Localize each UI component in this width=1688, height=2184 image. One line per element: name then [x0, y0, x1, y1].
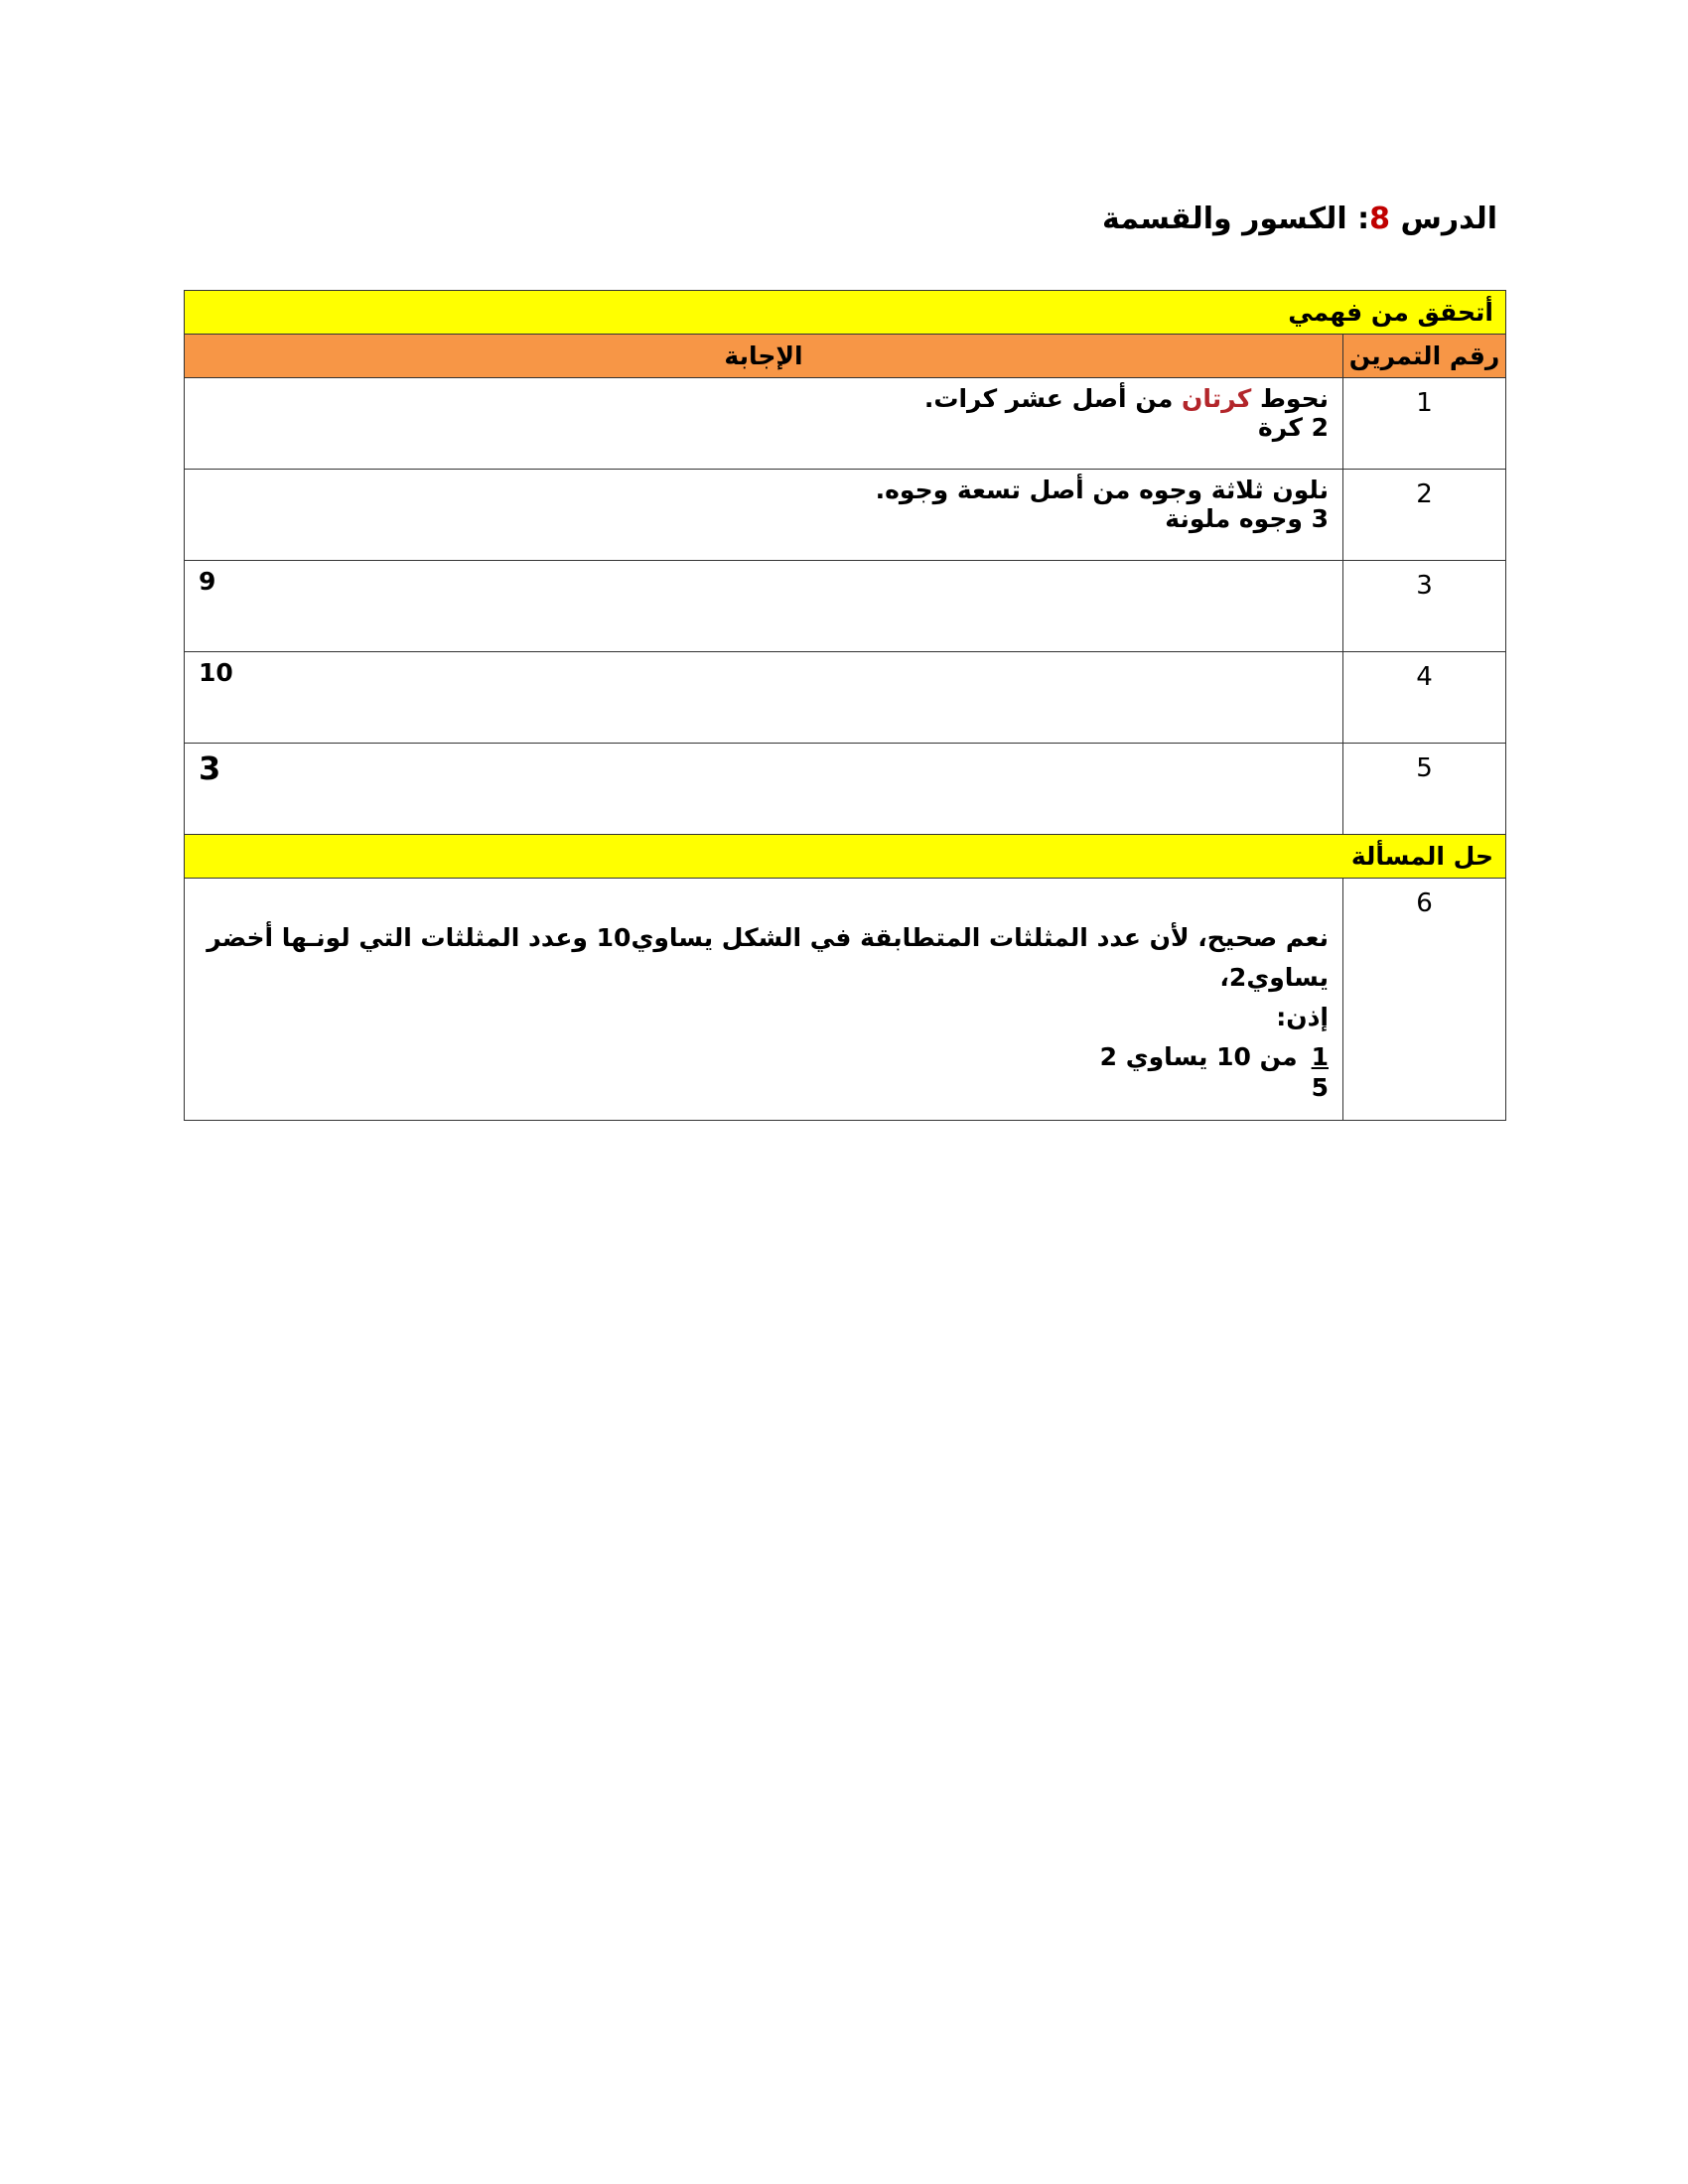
table-row — [185, 378, 1506, 470]
fraction-statement — [199, 1037, 1329, 1104]
table-row — [185, 652, 1506, 744]
table-row — [185, 470, 1506, 561]
exercise-number: 1 — [1343, 378, 1506, 470]
section-label: حل المسألة — [1350, 842, 1493, 871]
page-title — [1102, 202, 1497, 237]
lesson-number: 8 — [1369, 202, 1390, 236]
fraction-numerator: 1 — [1311, 1042, 1329, 1071]
exercise-number: 5 — [1343, 744, 1506, 835]
answer-text: نحوط — [1259, 384, 1329, 413]
fraction — [1312, 1041, 1329, 1104]
answer-line: 3 وجوه ملونة — [1165, 504, 1329, 533]
answer-text: من أصل عشر كرات. — [923, 384, 1174, 413]
answer-cell — [185, 561, 1343, 652]
answer-cell — [185, 470, 1343, 561]
answer-line: 2 كرة — [1258, 413, 1329, 442]
answer-line: نلون ثلاثة وجوه من أصل تسعة وجوه. — [875, 476, 1329, 504]
answers-table — [184, 290, 1506, 1121]
table-row — [185, 879, 1506, 1121]
answer-highlight: كرتان — [1182, 384, 1252, 413]
section-label: أتحقق من فهمي — [1288, 298, 1493, 327]
answer-value: 9 — [199, 567, 216, 596]
answer-line: نعم صحيح، لأن عدد المثلثات المتطابقة في الشكل يساوي10 وعدد المثلثات التي لونـها أخضر يساوي2، — [207, 923, 1329, 992]
exercise-number: 4 — [1343, 652, 1506, 744]
answer-cell — [185, 378, 1343, 470]
answer-line — [199, 384, 1329, 413]
answer-cell — [185, 744, 1343, 835]
table-row — [185, 561, 1506, 652]
fraction-rest: من 10 يساوي 2 — [1099, 1042, 1298, 1071]
fraction-denominator: 5 — [1311, 1073, 1329, 1103]
exercise-number: 3 — [1343, 561, 1506, 652]
exercise-number: 6 — [1343, 879, 1506, 1121]
title-suffix: : الكسور والقسمة — [1102, 202, 1370, 236]
answer-value: 3 — [199, 750, 221, 787]
section-problem-solving — [185, 835, 1506, 879]
table-row — [185, 744, 1506, 835]
answer-cell — [185, 879, 1343, 1121]
exercise-number: 2 — [1343, 470, 1506, 561]
answer-cell — [185, 652, 1343, 744]
header-exercise: رقم التمرين — [1343, 335, 1506, 378]
answer-value: 10 — [199, 658, 233, 687]
title-prefix: الدرس — [1400, 202, 1497, 236]
header-answer: الإجابة — [185, 335, 1343, 378]
answer-line: إذن: — [1276, 1003, 1329, 1031]
section-check-understanding — [185, 291, 1506, 335]
